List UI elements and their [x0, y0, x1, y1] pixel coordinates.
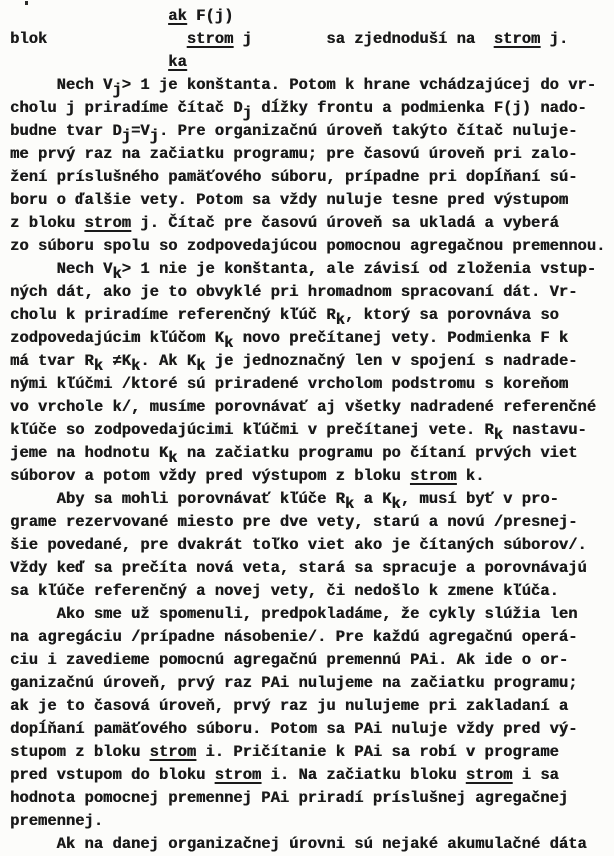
underlined-keyword: strom	[214, 766, 262, 784]
text-line	[10, 626, 614, 649]
text-segment: nastavu-	[503, 421, 587, 439]
text-line	[10, 120, 614, 143]
text-segment: jeme na hodnotu K	[10, 444, 169, 462]
text-segment: k.	[456, 467, 485, 485]
text-segment: súborov a potom vždy pred výstupom z bloku	[10, 467, 410, 485]
text-segment: cholu k priradíme referenčný kľúč R	[10, 306, 336, 324]
text-line	[10, 166, 614, 189]
text-segment: a K	[354, 490, 392, 508]
text-line	[10, 212, 614, 235]
subscript-index: k	[112, 265, 122, 283]
subscript-index: k	[223, 334, 234, 352]
text-segment: šie povedané, pre dvakrát toľko viet ako je čítaných súborov/.	[10, 536, 587, 554]
text-line	[10, 327, 614, 350]
text-line	[10, 304, 614, 327]
underlined-keyword: ka	[168, 53, 187, 71]
text-segment: budne tvar D	[10, 122, 122, 140]
text-segment: blok	[10, 30, 187, 48]
text-line	[10, 442, 614, 465]
text-segment: ak je to časová úroveň, prvý raz ju nulujeme pri zakladaní a	[10, 697, 569, 715]
text-line	[10, 373, 614, 396]
text-segment: Ako sme už spomenuli, predpokladáme, že cykly slúžia len	[10, 605, 578, 623]
text-line	[10, 258, 614, 281]
text-segment: j.	[540, 30, 569, 48]
subscript-index: k	[130, 357, 141, 375]
subscript-index: k	[168, 449, 178, 467]
text-segment: na začiatku programu po čítaní prvých viet	[177, 444, 578, 462]
text-segment: nými kľúčmi /ktoré sú priradené vrcholom podstromu s koreňom	[10, 375, 569, 393]
text-line	[10, 672, 614, 695]
text-segment: pred vstupom do bloku	[10, 766, 215, 784]
text-segment: ganizačnú úroveň, prvý raz PAi nulujeme na začiatku programu;	[10, 674, 578, 692]
text-line	[10, 28, 614, 51]
text-segment: me prvý raz na začiatku programu; pre časovú úroveň pri zalo-	[10, 145, 578, 163]
text-line	[10, 5, 614, 28]
text-segment: má tvar R	[10, 352, 94, 370]
text-segment: sa kľúče referenčný a novej vety, či nedošlo k zmene kľúča.	[10, 582, 559, 600]
text-segment: ných dát, ako je to obvyklé pri hromadnom spracovaní dát. Vr-	[10, 283, 578, 301]
subscript-index: k	[344, 495, 355, 513]
text-segment: ciu i zavedieme pomocnú agregačnú premennú PAi. Ak ide o or-	[10, 651, 569, 669]
text-segment: dopĺňaní pamäťového súboru. Potom sa PAi nuluje vždy pred vý-	[10, 720, 578, 738]
text-segment: i sa	[512, 766, 559, 784]
text-segment: ≠K	[103, 352, 131, 370]
text-segment: boru o ďalšie vety. Potom sa vždy nuluje tesne pred výstupom	[10, 191, 569, 209]
text-segment: Ak na danej organizačnej úrovni sú nejaké akumulačné dáta	[10, 835, 587, 853]
text-segment: novo prečítanej vety. Podmienka F k	[233, 329, 569, 347]
text-segment: =V	[130, 122, 150, 140]
text-line	[10, 649, 614, 672]
text-segment: . Pre organizačnú úroveň takýto čítač nuluje-	[158, 122, 578, 140]
text-line	[10, 74, 614, 97]
text-line	[10, 557, 614, 580]
subscript-index: j	[149, 127, 159, 145]
text-segment: stupom z bloku	[10, 743, 150, 761]
text-line	[10, 488, 614, 511]
text-line	[10, 603, 614, 626]
text-segment: zo súboru spolu so zodpovedajúcou pomocnou agregačnou premennou.	[10, 237, 606, 255]
underlined-keyword: strom	[186, 30, 234, 48]
text-segment: F(j)	[186, 7, 234, 25]
text-line	[10, 695, 614, 718]
text-segment: j	[233, 30, 327, 48]
underlined-keyword: strom	[465, 766, 513, 784]
text-line	[10, 511, 614, 534]
text-segment: j. Čítač pre časovú úroveň sa ukladá a vyberá	[130, 214, 559, 232]
text-segment: sa zjednoduší na	[326, 30, 494, 48]
scan-speck	[25, 1, 28, 5]
subscript-index: j	[242, 104, 252, 122]
text-segment: Nech V	[10, 260, 113, 278]
text-segment: je jednoznačný len v spojení s nadrade-	[205, 352, 578, 370]
text-line	[10, 143, 614, 166]
text-segment: i. Na začiatku bloku	[261, 766, 466, 784]
text-segment: grame rezervované miesto pre dve vety, starú a novú /presnej-	[10, 513, 578, 531]
text-segment	[10, 53, 168, 71]
text-segment: žení príslušného pamäťového súboru, prípadne pri dopĺňaní sú-	[10, 168, 578, 186]
text-line	[10, 764, 614, 787]
subscript-index: j	[112, 81, 122, 99]
document-body	[10, 5, 614, 856]
text-segment: hodnota pomocnej premennej PAi priradí príslušnej agregačnej	[10, 789, 569, 807]
text-segment: . Ak K	[140, 352, 197, 370]
subscript-index: k	[93, 357, 104, 375]
text-line	[10, 189, 614, 212]
text-segment: dĺžky frontu a podmienka F(j) nado-	[251, 99, 587, 117]
underlined-keyword: strom	[149, 743, 197, 761]
text-line	[10, 718, 614, 741]
text-segment: cholu j priradíme čítač D	[10, 99, 243, 117]
text-segment: na agregáciu /prípadne násobenie/. Pre každú agregačnú operá-	[10, 628, 578, 646]
underlined-keyword: strom	[493, 30, 541, 48]
subscript-index: k	[196, 357, 206, 375]
text-segment: , musí byť v pro-	[400, 490, 559, 508]
text-line	[10, 235, 614, 258]
text-segment: Nech V	[10, 76, 113, 94]
text-line	[10, 810, 614, 833]
text-line	[10, 281, 614, 304]
text-line	[10, 787, 614, 810]
text-segment: zodpovedajúcim kľúčom K	[10, 329, 224, 347]
text-line	[10, 465, 614, 488]
text-line	[10, 97, 614, 120]
text-segment: Vždy keď sa prečíta nová veta, stará sa spracuje a porovnávajú	[10, 559, 587, 577]
text-line	[10, 833, 614, 856]
text-line	[10, 396, 614, 419]
underlined-keyword: strom	[84, 214, 131, 232]
text-segment	[10, 7, 168, 25]
text-segment: , ktorý sa porovnáva so	[344, 306, 559, 324]
text-line	[10, 580, 614, 603]
text-line	[10, 419, 614, 442]
text-line	[10, 741, 614, 764]
underlined-keyword: ak	[168, 7, 187, 25]
text-segment: i. Pričítanie k PAi sa robí v programe	[196, 743, 559, 761]
subscript-index: k	[335, 311, 345, 329]
subscript-index: j	[121, 127, 131, 145]
text-line	[10, 350, 614, 373]
text-segment: > 1 nie je konštanta, ale závisí od zloženia vstup-	[121, 260, 597, 278]
text-segment: kľúče so zodpovedajúcimi kľúčmi v prečítanej vete. R	[10, 421, 494, 439]
underlined-keyword: strom	[409, 467, 457, 485]
text-line	[10, 51, 614, 74]
text-segment: > 1 je konštanta. Potom k hrane vchádzajúcej do vr-	[121, 76, 597, 94]
text-line	[10, 534, 614, 557]
text-segment: Aby sa mohli porovnávať kľúče R	[10, 490, 345, 508]
subscript-index: k	[391, 495, 401, 513]
text-segment: premennej.	[10, 812, 104, 830]
text-segment: vo vrchole k/, musíme porovnávať aj všetky nadradené referenčné	[10, 398, 596, 416]
text-segment: z bloku	[10, 214, 85, 232]
subscript-index: k	[493, 426, 503, 444]
